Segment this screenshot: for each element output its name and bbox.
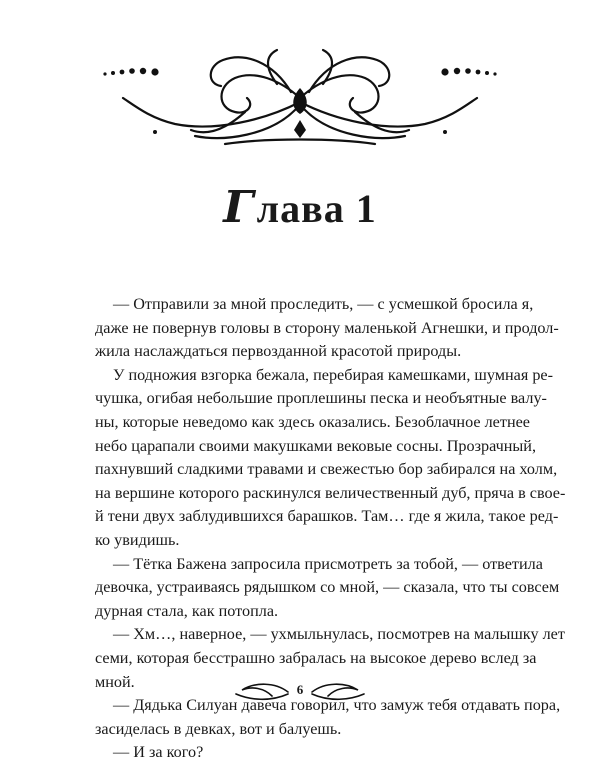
text-line: ны, которые неведомо как здесь оказались. Безоблачное летнее: [95, 412, 530, 431]
text-line: девочка, устраиваясь рядышком со мной, — сказала, что ты совсем: [95, 578, 560, 597]
text-line: — И за кого?: [113, 743, 204, 762]
chapter-title: [0, 182, 600, 233]
text-line: на вершине которого раскинулся величественный дуб, пряча в свое-: [95, 483, 566, 502]
text-line: даже не повернув головы в сторону маленькой Агнешки, и продол-: [95, 318, 559, 337]
text-line: У подножия взгорка бежала, перебирая камешками, шумная ре-: [113, 365, 554, 384]
text-line: чушка, огибая небольшие проплешины песка и необъятные валу-: [95, 389, 547, 408]
text-line: небо царапали своими макушками вековые сосны. Прозрачный,: [95, 436, 537, 455]
text-line: пахнувший сладкими травами и свежестью бор забирался на холм,: [95, 460, 558, 479]
text-line: й тени двух заблудившихся барашков. Там… где я жила, такое ред-: [95, 507, 559, 526]
ornamental-header: [95, 40, 505, 160]
text-line: засиделась в девках, вот и балуешь.: [95, 719, 342, 738]
chapter-drop-cap: Г: [223, 182, 255, 233]
text-line: — Хм…, наверное, — ухмыльнулась, посмотрев на малышку лет: [113, 625, 565, 644]
text-line: дурная стала, как потопла.: [95, 601, 279, 620]
page-number: 6: [296, 682, 304, 697]
text-line: — Тётка Бажена запросила присмотреть за тобой, — ответила: [113, 554, 543, 573]
text-line: — Отправили за мной проследить, — с усмешкой бросила я,: [113, 295, 534, 313]
text-line: ко увидишь.: [95, 530, 180, 549]
text-line: мной.: [95, 672, 135, 691]
text-line: жила наслаждаться первозданной красотой природы.: [95, 342, 462, 361]
text-line: — Дядька Силуан давеча говорил, что замуж тебя отдавать пора,: [113, 696, 561, 715]
chapter-title-text: лава 1: [256, 186, 377, 231]
text-line: семи, которая бесстрашно забралась на высокое дерево вслед за: [95, 648, 537, 667]
